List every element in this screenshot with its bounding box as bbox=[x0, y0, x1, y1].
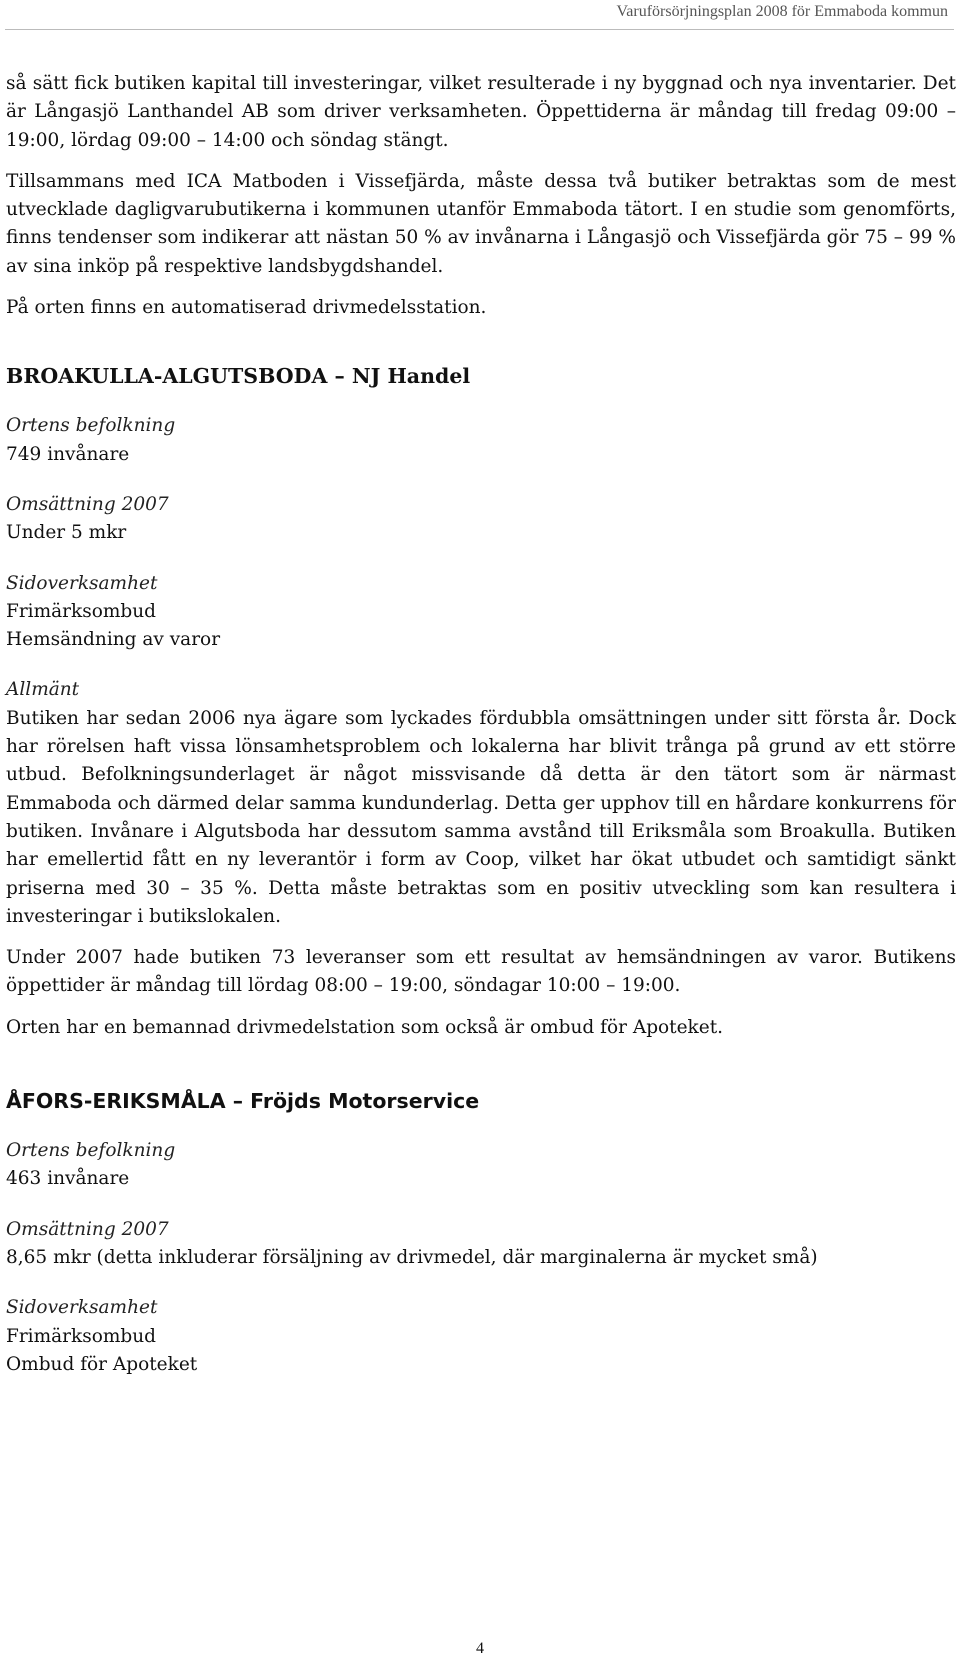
section-heading-afors: ÅFORS-ERIKSMÅLA – Fröjds Motorservice bbox=[6, 1089, 480, 1114]
afors-side-item: Ombud för Apoteket bbox=[6, 1353, 198, 1375]
broakulla-general-paragraph-3: Orten har en bemannad drivmedelstation som också är ombud för Apoteket. bbox=[6, 1016, 724, 1038]
broakulla-general-paragraph-2: Under 2007 hade butiken 73 leveranser som ett resultat av hemsändningen av varor. Butikens öppettider är måndag till lördag 08:00 – 19:00, söndagar 10:00 – 19:00. bbox=[6, 947, 956, 997]
afors-turnover-label: Omsättning 2007 bbox=[6, 1218, 169, 1240]
broakulla-side-label: Sidoverksamhet bbox=[6, 572, 158, 594]
afors-population-label: Ortens befolkning bbox=[6, 1140, 176, 1162]
intro-paragraph-2: Tillsammans med ICA Matboden i Vissefjärda, måste dessa två butiker betraktas som de mest utvecklade dagligvarubutikerna i kommunen utanför Emmaboda tätort. I en studie som genomförts, finns tendenser som indikerar att nästan 50 % av invånarna i Långasjö och Vissefjärda gör 75 – 99 % av sina inköp på respektive landsbygdshandel. bbox=[6, 170, 956, 277]
intro-paragraph-1: så sätt fick butiken kapital till investeringar, vilket resulterade i ny byggnad och nya inventarier. Det är Långasjö Lanthandel AB som driver verksamheten. Öppettiderna är måndag till fredag 09:00 – 19:00, lördag 09:00 – 14:00 och söndag stängt. bbox=[6, 73, 956, 151]
afors-side-label: Sidoverksamhet bbox=[6, 1297, 158, 1319]
header-divider bbox=[5, 29, 954, 30]
broakulla-population-label: Ortens befolkning bbox=[6, 415, 176, 437]
document-body bbox=[6, 70, 956, 1379]
section-heading-broakulla: BROAKULLA-ALGUTSBODA – NJ Handel bbox=[6, 364, 471, 389]
intro-paragraph-3: På orten finns en automatiserad drivmedelsstation. bbox=[6, 297, 487, 319]
page-header bbox=[0, 0, 960, 30]
broakulla-general-paragraph-1: Butiken har sedan 2006 nya ägare som lyckades fördubbla omsättningen under sitt första år. Dock har rörelsen haft vissa lönsamhetsproblem och lokalerna har blivit trånga på grund av ett större utbud. Befolkningsunderlaget är något missvisande då detta är den tätort som är närmast Emmaboda och därmed delar samma kundunderlag. Detta ger upphov till en hårdare konkurrens för butiken. Invånare i Algutsboda har dessutom samma avstånd till Eriksmåla som Broakulla. Butiken har emellertid fått en ny leverantör i form av Coop, vilket har ökat utbudet och samtidigt sänkt priserna med 30 – 35 %. Detta måste betraktas som en positiv utveckling som kan resultera i investeringar i butikslokalen. bbox=[6, 707, 956, 927]
broakulla-side-item: Hemsändning av varor bbox=[6, 629, 221, 651]
broakulla-general-label: Allmänt bbox=[6, 679, 80, 701]
afors-population-value: 463 invånare bbox=[6, 1168, 130, 1190]
header-title: Varuförsörjningsplan 2008 för Emmaboda kommun bbox=[616, 3, 948, 20]
broakulla-side-item: Frimärksombud bbox=[6, 600, 156, 622]
afors-side-item: Frimärksombud bbox=[6, 1325, 156, 1347]
broakulla-turnover-value: Under 5 mkr bbox=[6, 522, 127, 544]
broakulla-turnover-label: Omsättning 2007 bbox=[6, 493, 169, 515]
afors-turnover-value: 8,65 mkr (detta inkluderar försäljning av drivmedel, där marginalerna är mycket små) bbox=[6, 1246, 818, 1268]
page-number: 4 bbox=[476, 1640, 484, 1657]
broakulla-population-value: 749 invånare bbox=[6, 443, 130, 465]
